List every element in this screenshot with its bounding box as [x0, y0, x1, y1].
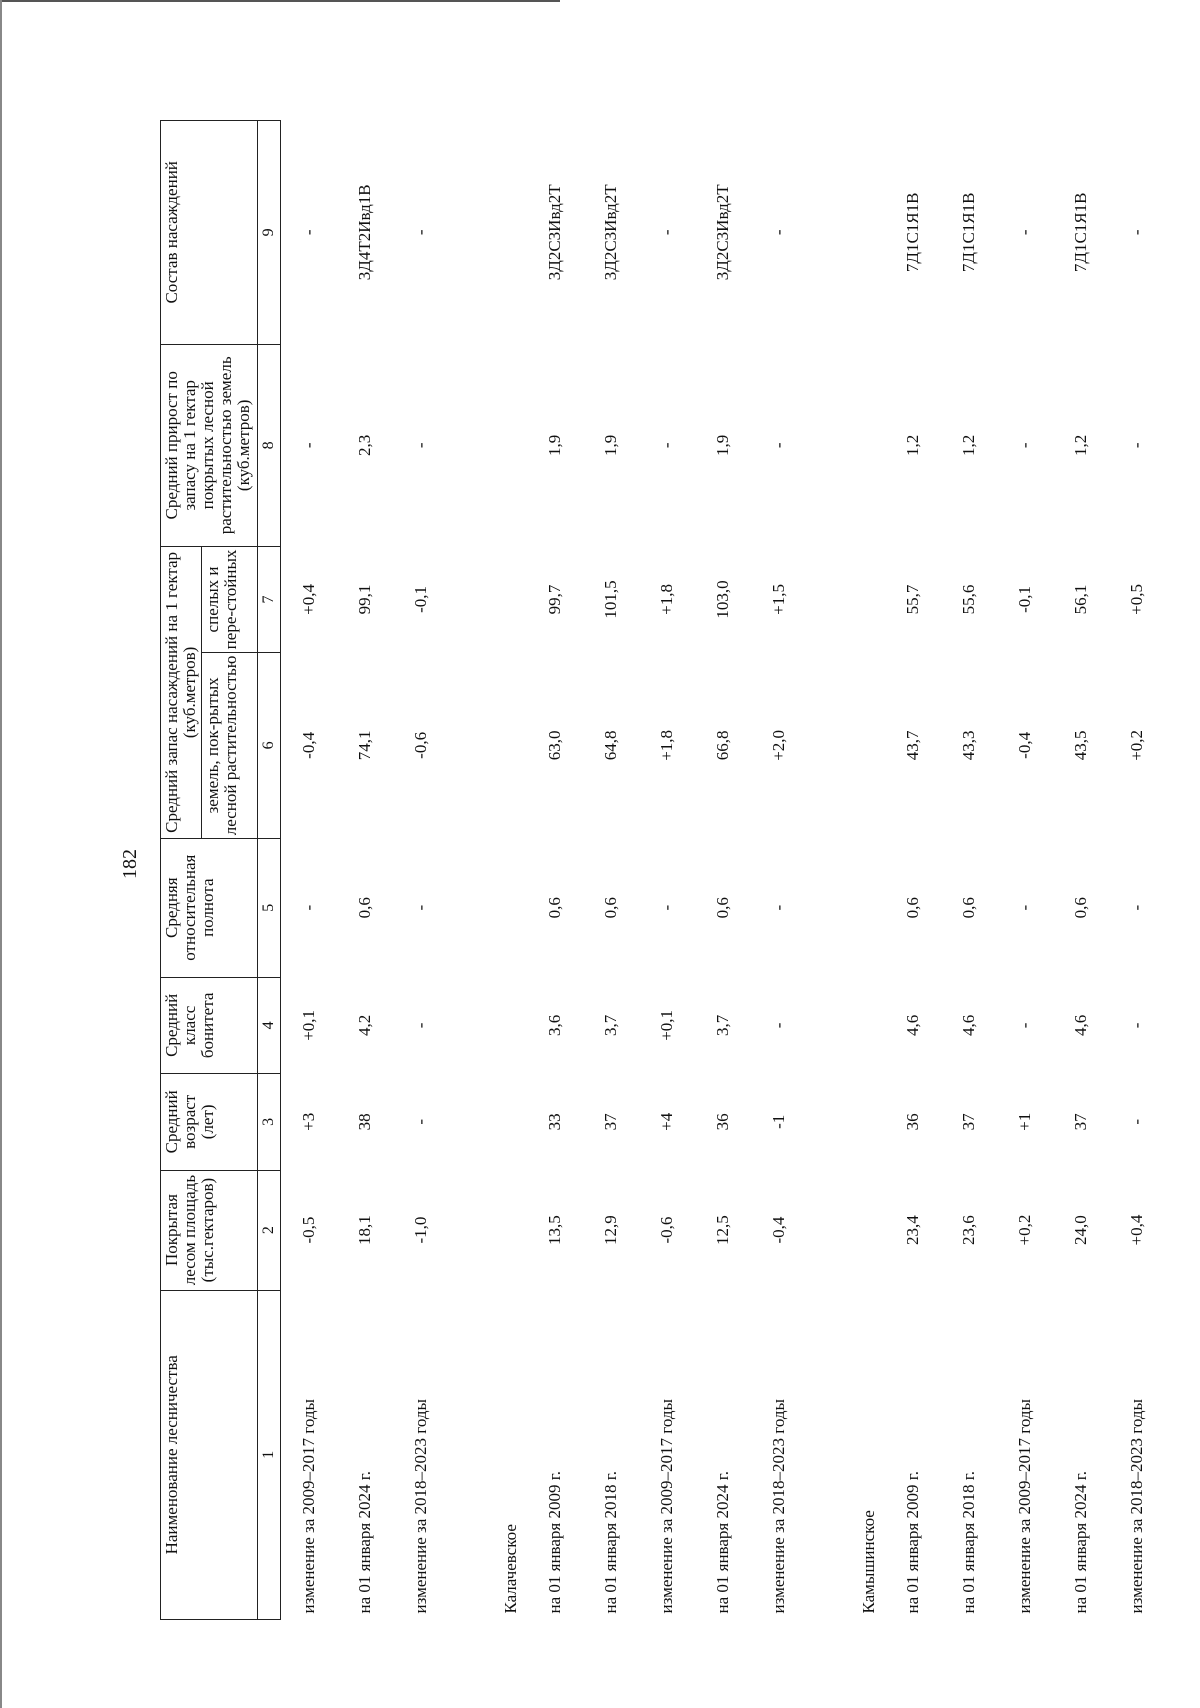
cell-col-2: 12,5: [712, 1215, 732, 1245]
cell-col-4: -: [1014, 1022, 1034, 1029]
header-growth: Средний прирост по запасу на 1 гектар покрытых лесной растительностью земель (куб.метров): [161, 344, 258, 546]
table-row: [1053, 121, 1109, 1620]
cell-col-3: -: [1126, 1119, 1146, 1125]
cell-col-9: 3Д2С3Ивд2Т: [544, 184, 564, 281]
header-stock-mature: спелых и пере-стойных: [202, 547, 258, 653]
cell-col-2: 12,9: [600, 1215, 620, 1245]
row-label: на 01 января 2024 г.: [1070, 1470, 1090, 1614]
cell-col-3: 37: [600, 1113, 620, 1131]
table-row: [941, 121, 997, 1620]
cell-col-2: -0,4: [768, 1216, 788, 1244]
cell-col-7: +1,8: [656, 584, 676, 615]
row-label: на 01 января 2024 г.: [712, 1470, 732, 1614]
cell-col-4: +0,1: [298, 1009, 318, 1041]
table-row: [695, 121, 751, 1620]
cell-col-3: 33: [544, 1113, 564, 1131]
cell-col-9: -: [656, 229, 676, 236]
cell-col-7: 99,7: [544, 584, 564, 615]
cell-col-9: -: [768, 229, 788, 236]
cell-col-6: -0,4: [298, 731, 318, 759]
section-title: Камышинское: [858, 1510, 878, 1614]
table-row: [583, 121, 639, 1620]
cell-col-9: -: [1126, 229, 1146, 236]
table-row: [639, 121, 695, 1620]
cell-col-8: -: [298, 442, 318, 449]
table-row: [751, 121, 807, 1620]
cell-col-4: 4,6: [902, 1014, 922, 1036]
cell-col-8: 1,2: [1070, 434, 1090, 456]
forestry-table: [160, 120, 1165, 1620]
cell-col-8: 1,9: [712, 434, 732, 456]
cell-col-8: -: [1126, 442, 1146, 449]
cell-col-3: +4: [656, 1112, 676, 1131]
row-label: изменение за 2018–2023 годы: [1126, 1399, 1146, 1614]
cell-col-2: 24,0: [1070, 1215, 1090, 1245]
cell-col-4: 3,7: [600, 1014, 620, 1036]
header-stock-group: Средний запас насаждений на 1 гектар (куб.метров): [161, 547, 202, 839]
table-row: [997, 121, 1053, 1620]
cell-col-6: 63,0: [544, 730, 564, 761]
cell-col-4: -: [410, 1022, 430, 1029]
cell-col-6: -0,4: [1014, 731, 1034, 759]
cell-col-2: 18,1: [354, 1215, 374, 1245]
column-number: 7: [258, 547, 281, 653]
cell-col-7: 103,0: [712, 580, 732, 619]
cell-col-6: 64,8: [600, 730, 620, 761]
cell-col-3: +1: [1014, 1112, 1034, 1131]
cell-col-6: +0,2: [1126, 729, 1146, 761]
cell-col-4: 4,6: [1070, 1014, 1090, 1036]
cell-col-8: 1,9: [544, 434, 564, 456]
row-label: изменение за 2018–2023 годы: [410, 1399, 430, 1614]
cell-col-2: 23,6: [958, 1215, 978, 1245]
cell-col-7: 99,1: [354, 584, 374, 615]
cell-col-4: 4,6: [958, 1014, 978, 1036]
cell-col-3: -1: [768, 1114, 788, 1129]
cell-col-6: 43,3: [958, 730, 978, 761]
header-composition: Состав насаждений: [161, 121, 258, 345]
cell-col-6: +1,8: [656, 729, 676, 761]
row-label: на 01 января 2009 г.: [544, 1470, 564, 1614]
cell-col-4: -: [768, 1022, 788, 1029]
table-row: [527, 121, 583, 1620]
cell-col-9: 7Д1С1Я1В: [958, 192, 978, 273]
header-relative-density: Средняя относительная полнота: [161, 838, 258, 977]
column-number: 6: [258, 652, 281, 838]
cell-col-5: 0,6: [600, 897, 620, 919]
cell-col-8: 1,2: [958, 434, 978, 456]
cell-col-6: +2,0: [768, 729, 788, 761]
table-row: [393, 121, 449, 1620]
cell-col-7: 101,5: [600, 580, 620, 619]
cell-col-2: +0,4: [1126, 1214, 1146, 1246]
cell-col-9: 7Д1С1Я1В: [902, 192, 922, 273]
cell-col-7: 55,6: [958, 584, 978, 615]
cell-col-2: +0,2: [1014, 1214, 1034, 1246]
table-body: [281, 121, 1165, 1620]
cell-col-9: 3Д2С3Ивд2Т: [712, 184, 732, 281]
cell-col-9: 3Д4Т2Ивд1В: [354, 184, 374, 281]
cell-col-8: 1,9: [600, 434, 620, 456]
cell-col-8: -: [1014, 442, 1034, 449]
cell-col-3: 36: [712, 1113, 732, 1131]
cell-col-6: 74,1: [354, 730, 374, 761]
cell-col-7: +1,5: [768, 584, 788, 615]
column-number-row: [258, 121, 281, 1620]
cell-col-5: 0,6: [354, 897, 374, 919]
cell-col-6: -0,6: [410, 731, 430, 759]
column-number: 1: [258, 1290, 281, 1619]
row-label: изменение за 2018–2023 годы: [768, 1399, 788, 1614]
cell-col-9: -: [298, 229, 318, 236]
cell-col-7: +0,4: [298, 584, 318, 615]
column-number: 4: [258, 977, 281, 1073]
cell-col-5: 0,6: [958, 897, 978, 919]
scan-edge-left: [0, 0, 2, 1708]
table-row: [1109, 121, 1165, 1620]
section-title: Калачевское: [500, 1524, 520, 1614]
cell-col-8: -: [410, 442, 430, 449]
row-label: изменение за 2009–2017 годы: [656, 1399, 676, 1614]
column-number: 5: [258, 838, 281, 977]
cell-col-9: 7Д1С1Я1В: [1070, 192, 1090, 273]
cell-col-6: 43,7: [902, 730, 922, 761]
cell-col-4: 3,7: [712, 1014, 732, 1036]
cell-col-7: 56,1: [1070, 584, 1090, 615]
cell-col-5: -: [1126, 904, 1146, 911]
header-name: Наименование лесничества: [161, 1290, 258, 1619]
cell-col-4: 4,2: [354, 1014, 374, 1036]
row-label: на 01 января 2018 г.: [958, 1470, 978, 1614]
cell-col-3: -: [410, 1119, 430, 1125]
cell-col-2: -0,5: [298, 1216, 318, 1244]
cell-col-5: 0,6: [544, 897, 564, 919]
cell-col-8: -: [768, 442, 788, 449]
cell-col-5: 0,6: [902, 897, 922, 919]
section-row: [807, 121, 885, 1620]
cell-col-5: -: [1014, 904, 1034, 911]
page-number: 182: [119, 849, 141, 879]
cell-col-2: 23,4: [902, 1215, 922, 1245]
table-row: [337, 121, 393, 1620]
cell-col-3: 37: [1070, 1113, 1090, 1131]
section-row: [449, 121, 527, 1620]
cell-col-2: 13,5: [544, 1215, 564, 1245]
table-row: [885, 121, 941, 1620]
cell-col-6: 43,5: [1070, 730, 1090, 761]
cell-col-5: -: [410, 904, 430, 911]
column-number: 3: [258, 1074, 281, 1170]
row-label: изменение за 2009–2017 годы: [1014, 1399, 1034, 1614]
cell-col-3: +3: [298, 1112, 318, 1131]
cell-col-8: 2,3: [354, 434, 374, 456]
column-number: 9: [258, 121, 281, 345]
row-label: на 01 января 2009 г.: [902, 1470, 922, 1614]
cell-col-9: -: [410, 229, 430, 236]
cell-col-7: +0,5: [1126, 584, 1146, 615]
cell-col-5: 0,6: [712, 897, 732, 919]
column-number: 2: [258, 1170, 281, 1290]
cell-col-5: 0,6: [1070, 897, 1090, 919]
scan-edge-top: [0, 0, 560, 2]
cell-col-4: -: [1126, 1022, 1146, 1029]
cell-col-4: +0,1: [656, 1009, 676, 1041]
row-label: на 01 января 2024 г.: [354, 1470, 374, 1614]
cell-col-8: 1,2: [902, 434, 922, 456]
cell-col-2: -0,6: [656, 1216, 676, 1244]
cell-col-5: -: [298, 904, 318, 911]
cell-col-9: 3Д2С3Ивд2Т: [600, 184, 620, 281]
cell-col-8: -: [656, 442, 676, 449]
header-forest-area: Покрытая лесом площадь (тыс.гектаров): [161, 1170, 258, 1290]
cell-col-3: 38: [354, 1113, 374, 1131]
header-bonitet-class: Средний класс бонитета: [161, 977, 258, 1073]
header-average-age: Средний возраст (лет): [161, 1074, 258, 1170]
cell-col-2: -1,0: [410, 1216, 430, 1244]
row-label: на 01 января 2018 г.: [600, 1470, 620, 1614]
table-row: [281, 121, 337, 1620]
cell-col-7: 55,7: [902, 584, 922, 615]
cell-col-3: 36: [902, 1113, 922, 1131]
cell-col-9: -: [1014, 229, 1034, 236]
cell-col-3: 37: [958, 1113, 978, 1131]
cell-col-5: -: [768, 904, 788, 911]
cell-col-7: -0,1: [1014, 586, 1034, 613]
column-number: 8: [258, 344, 281, 546]
cell-col-5: -: [656, 904, 676, 911]
row-label: изменение за 2009–2017 годы: [298, 1399, 318, 1614]
cell-col-4: 3,6: [544, 1014, 564, 1036]
rotated-table-container: [160, 120, 1180, 1620]
header-stock-covered: земель, пок-рытых лесной растительностью: [202, 652, 258, 838]
cell-col-7: -0,1: [410, 586, 430, 613]
cell-col-6: 66,8: [712, 730, 732, 761]
